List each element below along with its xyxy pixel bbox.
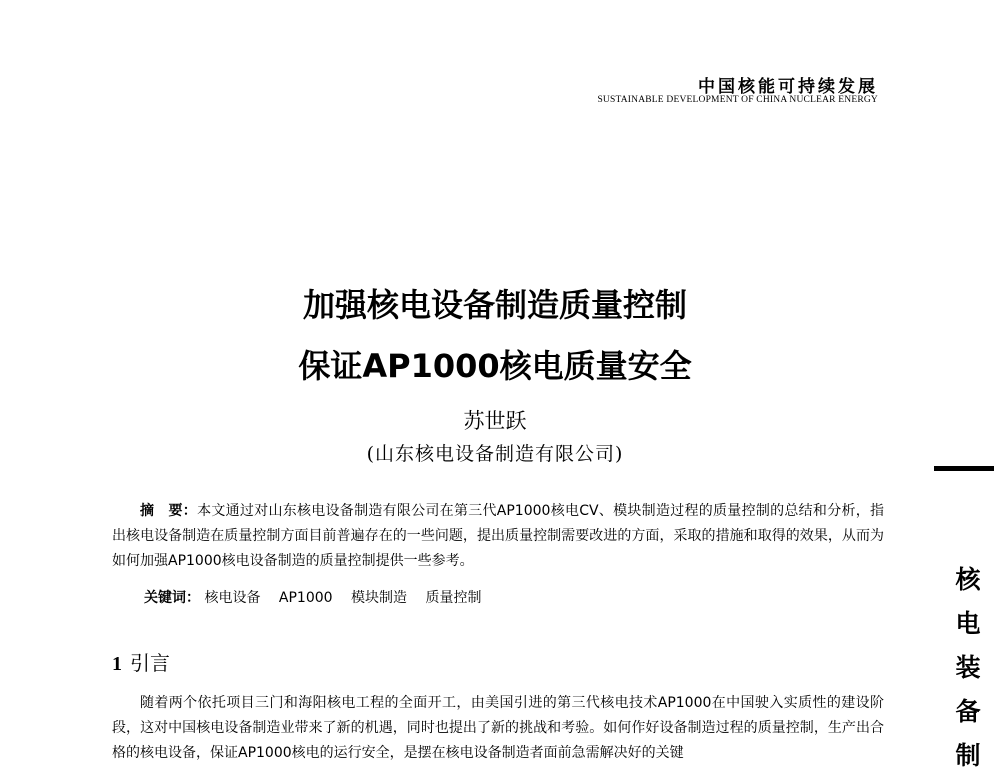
keywords	[144, 587, 495, 607]
side-tab-label	[950, 558, 986, 778]
side-tab-char: 装	[955, 653, 981, 682]
side-tab-char: 制	[955, 741, 981, 770]
side-tab-char: 核	[955, 565, 981, 594]
section-title: 引言	[130, 651, 170, 675]
journal-title-cn: 中国核能可持续发展	[698, 77, 878, 97]
abstract-label: 摘 要：	[140, 503, 198, 519]
keywords-label: 关键词：	[144, 590, 200, 606]
section-number: 1	[112, 653, 122, 675]
paper-title-line2: 保证AP1000核电质量安全	[298, 347, 692, 385]
journal-title-en: SUSTAINABLE DEVELOPMENT OF CHINA NUCLEAR ENERGY	[597, 95, 878, 105]
section-heading	[112, 647, 170, 676]
paper-title-line1: 加强核电设备制造质量控制	[302, 286, 687, 324]
section-body: 随着两个依托项目三门和海阳核电工程的全面开工，由美国引进的第三代核电技术AP1000在中国驶入实质性的建设阶段，这对中国核电设备制造业带来了新的机遇，同时也提出了新的挑战和考验。如何作好设备制造过程的质量控制，生产出合格的核电设备，保证AP1000核电的运行安全，是摆在核电设备制造者面前急需解决好的关键	[112, 695, 884, 761]
side-tab-char: 备	[955, 697, 981, 726]
abstract-text: 本文通过对山东核电设备制造有限公司在第三代AP1000核电CV、模块制造过程的质量控制的总结和分析，指出核电设备制造在质量控制方面目前普遍存在的一些问题，提出质量控制需要改进的方面，采取的措施和取得的效果，从而为如何加强AP1000核电设备制造的质量控制提供一些参考。	[112, 503, 885, 569]
author-affiliation: (山东核电设备制造有限公司)	[366, 443, 624, 465]
side-tab-divider	[934, 466, 994, 471]
author-name: 苏世跃	[463, 409, 527, 433]
keyword: 核电设备	[204, 590, 261, 606]
keyword: 模块制造	[351, 590, 408, 606]
keyword: 质量控制	[425, 590, 482, 606]
abstract	[112, 499, 884, 574]
keyword: AP1000	[278, 590, 333, 606]
side-tab-char: 电	[955, 609, 981, 638]
